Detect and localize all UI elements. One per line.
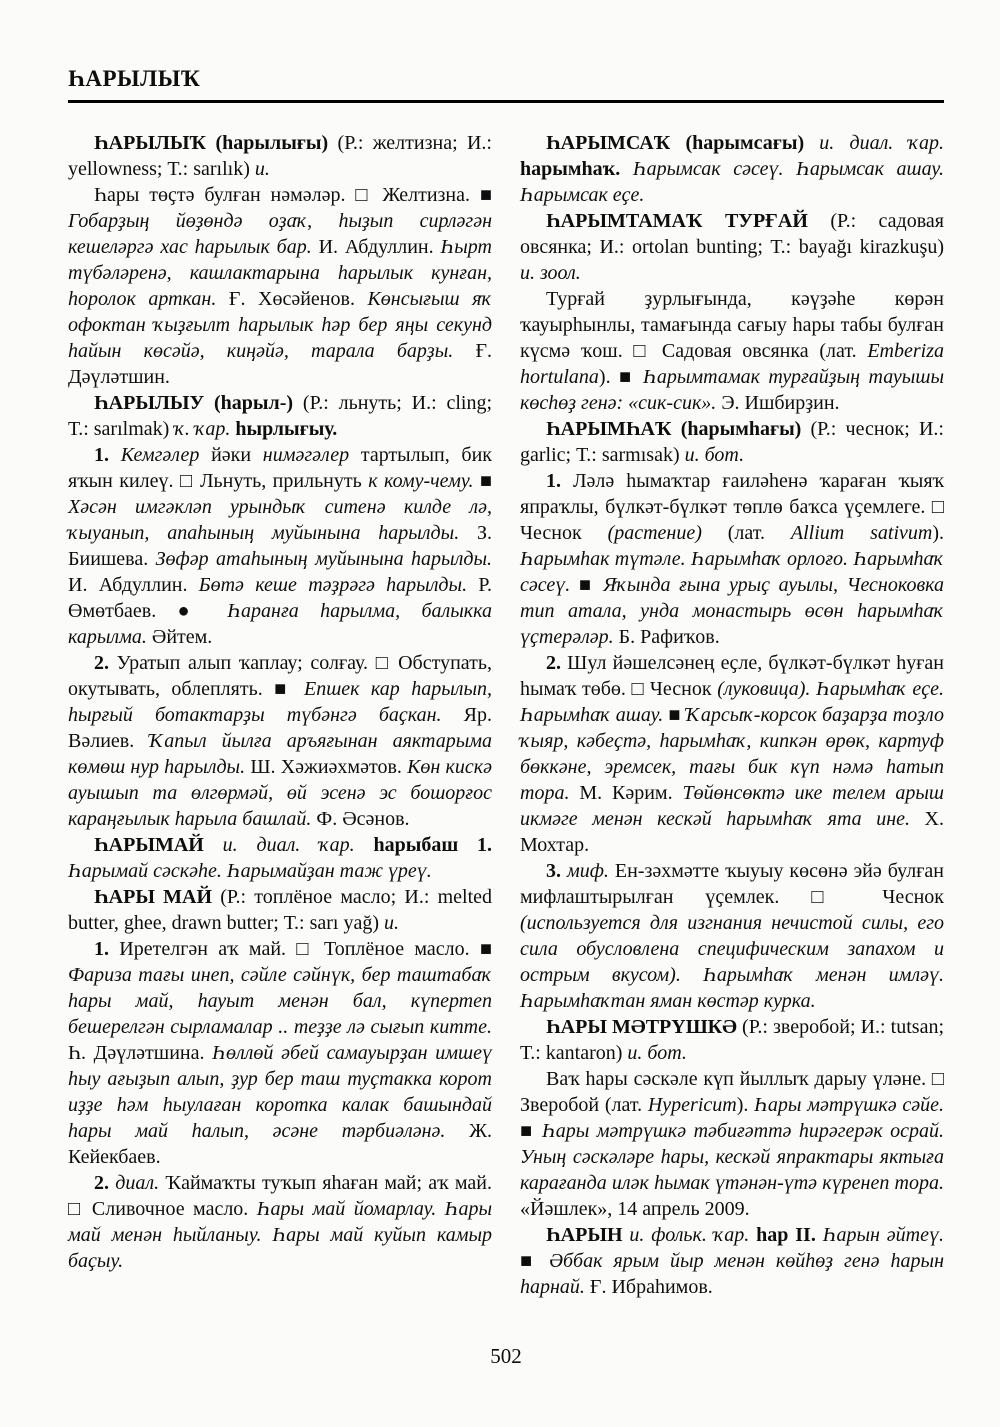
text-run: Фариза тағы инеп, сәйле сәйнүк, бер таштабаҡ һары май, һауыт менән бал, күпертеп бешерелгән сырламалар .. теҙҙе лә сығып китте. <box>68 964 492 1039</box>
entry-harylyk-definition <box>68 182 492 390</box>
text-run: ҺАРЫМАЙ <box>94 834 223 857</box>
text-run: миф. <box>566 860 615 883</box>
entry-harylyu-headword <box>68 390 492 442</box>
text-run: ■ <box>570 574 604 597</box>
text-run: И. Абдуллин. <box>68 574 199 597</box>
text-run: Һырт түбәләренә, кашлактарына һарылык кунған, һоролок арткан. <box>68 236 492 311</box>
text-run: Ен-зәхмәтте ҡыуыу көсөнә эйә булған мифлаштырылған үҫемлек. □ Чеснок <box>520 860 944 909</box>
text-run: Һарымсак сәсеү. Һарымсак ашау. Һарымсак еҫе. <box>520 158 944 207</box>
entry-harymhak-headword <box>520 416 944 468</box>
text-run: и. диал. ҡар. <box>819 132 944 155</box>
text-run: Һарымай сәскәһе. Һарымайҙан таж үреү. <box>68 860 432 883</box>
text-run: һар II. <box>756 1224 823 1247</box>
entry-hary-may-sense-2 <box>68 1170 492 1274</box>
text-run: ҺАРЫМҺАҠ (һарымһағы) <box>546 418 811 441</box>
text-run: Ғ. Дәүләтшин. <box>68 340 493 389</box>
text-run: Һөллөй әбей самауырҙан имшеү һыу ағыҙып алып, ҙур бер таш туҫтакка корот иҙҙе һәм һыулаған коротка калак башындай һары май һалып, әсәне тәрбиәләнә. <box>68 1042 492 1143</box>
text-run: Allium sativum <box>790 522 933 545</box>
text-run: и. зоол. <box>520 262 581 285</box>
text-run: Ш. Хәжиәхмәтов. <box>245 756 408 779</box>
entry-hary-matrushka-headword <box>520 1014 944 1066</box>
page-number: 502 <box>490 1344 522 1368</box>
text-run: Ҡарсыҡ-корсок баҙарҙа тоҙло ҡыяр, кәбеҫтә, һарымһаҡ, кипкән өрөк, картуф бөккәне, эремсек, тағы бик күп нәмә һатып тора. <box>520 704 944 805</box>
text-run: и. бот. <box>684 444 745 467</box>
entry-harymtamak-turgay-headword <box>520 208 944 286</box>
text-run: ■ <box>520 1120 542 1143</box>
text-run: (лат. <box>701 522 791 545</box>
text-run: Һаранға һарылма, балыкка карылма. <box>68 600 493 649</box>
text-run: Һары төҫтә булған нәмәләр. □ Желтизна. ■ <box>94 184 492 207</box>
text-run: 2. <box>94 1172 116 1195</box>
text-run: Emberiza hortulana <box>520 340 944 389</box>
text-run: ҺАРЫМСАҠ (һарымсағы) <box>546 132 820 155</box>
text-run: Һары май йомарлау. Һары май менән һыйланыу. Һары май куйып камыр баҫыу. <box>68 1198 492 1273</box>
text-run: и. фольк. ҡар. <box>629 1224 757 1247</box>
right-column <box>520 130 944 1300</box>
text-run: ). ■ <box>598 366 644 389</box>
text-run: Ҡаймаҡты туҡып яһаған май; аҡ май. □ Сливочное масло. <box>68 1172 493 1221</box>
text-run: и. диал. ҡар. <box>222 834 374 857</box>
text-run: 1. <box>94 444 121 467</box>
text-run: Э. Ишбирҙин. <box>716 392 840 415</box>
text-run: Х. Мохтар. <box>520 808 944 857</box>
text-run: Зөфәр атаһының муйынына һарылды. <box>155 548 492 571</box>
text-run: Б. Рафиҡов. <box>613 626 720 649</box>
text-run: Һары мәтрүшкә сәйе. <box>754 1094 944 1117</box>
text-columns <box>68 130 944 1300</box>
entry-harymsak-headword <box>520 130 944 208</box>
text-run: һарымһаҡ. <box>520 158 633 181</box>
text-run: Hypericum <box>647 1094 737 1117</box>
entry-hary-may-headword <box>68 884 492 936</box>
text-run: (луковица). Һарымһаҡ еҫе. Һарымһаҡ ашау. <box>520 678 944 727</box>
text-run: Хәсән имгәкләп урындыҡ ситенә килде лә, ҡыуанып, апаһының муйынына һарылды. <box>68 496 492 545</box>
running-head: ҺАРЫЛЫҠ <box>68 66 201 91</box>
text-run: ҺАРЫ МӘТРҮШКӘ <box>546 1016 743 1039</box>
text-run: М. Кәрим. <box>569 782 683 805</box>
text-run: (растение) <box>607 522 702 545</box>
text-run: Р. Өмөтбаев. ● <box>68 574 493 623</box>
text-run: ҺАРЫЛЫҠ (һарылығы) <box>94 132 338 155</box>
text-run: Әббак ярым йыр менән көйһөҙ генә һарын һарнай. <box>520 1250 944 1299</box>
text-run: Ҡапыл йылға аръяғынан аяктарыма көмөш нур һарылды. <box>68 730 492 779</box>
text-run: тартылып, бик яҡын килеү. □ Льнуть, прильнуть <box>68 444 493 493</box>
text-run: 2. <box>94 652 117 675</box>
text-run: йәки <box>199 444 263 467</box>
text-run: Бөтә кеше тәҙрәгә һарылды. <box>198 574 468 597</box>
entry-harylyu-sense-1 <box>68 442 492 650</box>
text-run: Гобарҙың йөҙөндә оҙаҡ, һыҙып сирләгән кешеләргә хас һарылык бар. <box>68 210 492 259</box>
text-run: (используется для изгнания нечистой силы, его сила обусловлена специфическим запахом и острым вкусом). Һарымһаҡ менән имләү. Һарымһаҡтан яман көстәр курка. <box>520 912 944 1013</box>
text-run: к кому-чему. <box>368 470 474 493</box>
entry-harymhak-sense-1 <box>520 468 944 650</box>
text-run: 1. <box>94 938 120 961</box>
entry-harymtamak-turgay-definition <box>520 286 944 416</box>
header-rule <box>68 100 944 103</box>
text-run: Уратып алып ҡаплау; солғау. □ Обступать, окутывать, облеплять. ■ <box>68 652 493 701</box>
text-run: Һарымһак түтәле. Һарымһаҡ орлоғо. Һарымһаҡ сәсеү. <box>520 548 944 597</box>
text-run: ■ <box>663 704 686 727</box>
text-run: (Р.: льнуть; И.: cling; Т.: sarılmak) <box>68 392 493 441</box>
text-run: ). <box>932 522 945 545</box>
text-run: «Йәшлек», 14 апрель 2009. <box>520 1198 750 1221</box>
text-run: Әйтем. <box>146 626 213 649</box>
entry-harymhak-sense-2 <box>520 650 944 858</box>
entry-harylyu-sense-2 <box>68 650 492 832</box>
text-run: Һарын әйтеү. <box>822 1224 944 1247</box>
text-run: и. <box>254 158 270 181</box>
text-run: Турғай ҙурлығында, кәүҙәһе көрән ҡауырһынлы, тамағында сағыу һары табы булған күсмә ҡош. □ Садовая овсянка (лат. <box>520 288 944 363</box>
text-run: ҺАРЫМТАМАҠ ТУРҒАЙ <box>546 210 831 233</box>
text-run: Һары мәтрүшкә тәбиғәттә һирәгерәк осрай. Уның сәскәләре һары, кескәй япрактары яктыға карағанда иләк һымак үтәнән-үтә күренеп тора. <box>520 1120 944 1195</box>
entry-harymhak-sense-3 <box>520 858 944 1014</box>
text-run: ҺАРЫ МАЙ <box>94 886 221 909</box>
entry-harylyk-headword <box>68 130 492 182</box>
text-run: нимәгәлер <box>262 444 350 467</box>
text-run: Һ. Дәүләтшина. <box>68 1042 213 1065</box>
text-run: Ғ. Хөсәйенов. <box>216 288 368 311</box>
text-run: и. <box>383 912 399 935</box>
text-run: Ж. Кейекбаев. <box>68 1120 493 1169</box>
text-run: Ф. Әсәнов. <box>311 808 410 831</box>
text-run: Ғ. Ибраһимов. <box>584 1276 713 1299</box>
text-run: Һарымтамак турғайҙың тауышы көсһөҙ генә: «сик-сик». <box>520 366 944 415</box>
text-run: (Р.: топлёное масло; И.: melted butter, ghee, drawn butter; Т.: sarı yağ) <box>68 886 493 935</box>
text-run: И. Абдуллин. <box>311 236 441 259</box>
text-run: диал. <box>115 1172 166 1195</box>
text-run: Төйөнсөктә ике телем арыш икмәге менән кескәй һарымһаҡ ята ине. <box>520 782 944 831</box>
entry-hary-matrushka-definition <box>520 1066 944 1222</box>
text-run: Иретелгән аҡ май. □ Топлёное масло. ■ <box>119 938 493 961</box>
text-run: 3. <box>546 860 567 883</box>
text-run: Епшек кар һарылып, һырғый ботактарҙы түбәнгә баҫкан. <box>68 678 493 727</box>
text-run: З. Биишева. <box>68 522 492 571</box>
text-run: Шул йәшелсәнең еҫле, бүлкәт-бүлкәт һуған һымаҡ төбө. □ Чеснок <box>520 652 945 701</box>
entry-harymay-headword <box>68 832 492 884</box>
text-run: Кемгәлер <box>120 444 200 467</box>
text-run: Яҡында ғына урыҫ ауылы, Чесноковка тип атала, унда монастырь өсөн һарымһаҡ үҫтерәләр. <box>520 574 944 649</box>
entry-haryn-headword <box>520 1222 944 1300</box>
text-run: ■ <box>473 470 492 493</box>
text-run: 1. <box>546 470 573 493</box>
text-run: Яр. Вәлиев. <box>68 704 492 753</box>
text-run: (Р.: зверобой; И.: tutsan; Т.: kantaron) <box>520 1016 944 1065</box>
text-run: һырлығыу. <box>235 418 338 441</box>
text-run: ҺАРЫН <box>546 1224 630 1247</box>
text-run: ). <box>736 1094 755 1117</box>
text-run: Ләлә һымаҡтар ғаиләһенә ҡараған ҡыяҡ япраҡлы, бүлкәт-бүлкәт төплө баҡса үҫемлеге. □ Чеснок <box>520 470 945 545</box>
text-run: (Р.: садовая овсянка; И.: ortolan bunting; Т.: bayağı kirazkuşu) <box>520 210 944 259</box>
text-run: ҺАРЫЛЫУ (һарыл-) <box>94 392 303 415</box>
entry-hary-may-sense-1 <box>68 936 492 1170</box>
text-run: и. бот. <box>627 1042 687 1065</box>
text-run: (Р.: желтизна; И.: yellowness; Т.: sarılık) <box>68 132 492 181</box>
text-run: ҡ. ҡар. <box>174 418 236 441</box>
text-run: Көнсығыш яҡ офоктан ҡыҙғылт һарылык һәр бер яңы секунд һайын көсәйә, киңәйә, тарала барҙы. <box>68 288 492 363</box>
text-run: (Р.: чеснок; И.: garlic; Т.: sarmısak) <box>520 418 944 467</box>
text-run: ■ <box>520 1250 550 1273</box>
text-run: Ваҡ һары сәскәле күп йыллыҡ дарыу үләне. □ Зверобой (лат. <box>520 1068 944 1117</box>
text-run: һарыбаш 1. <box>373 834 492 857</box>
text-run: Көн кискә ауышып та өлгөрмәй, өй эсенә эс бошорғос караңғылык һарыла башлай. <box>68 756 492 831</box>
left-column <box>68 130 492 1300</box>
text-run: 2. <box>546 652 568 675</box>
